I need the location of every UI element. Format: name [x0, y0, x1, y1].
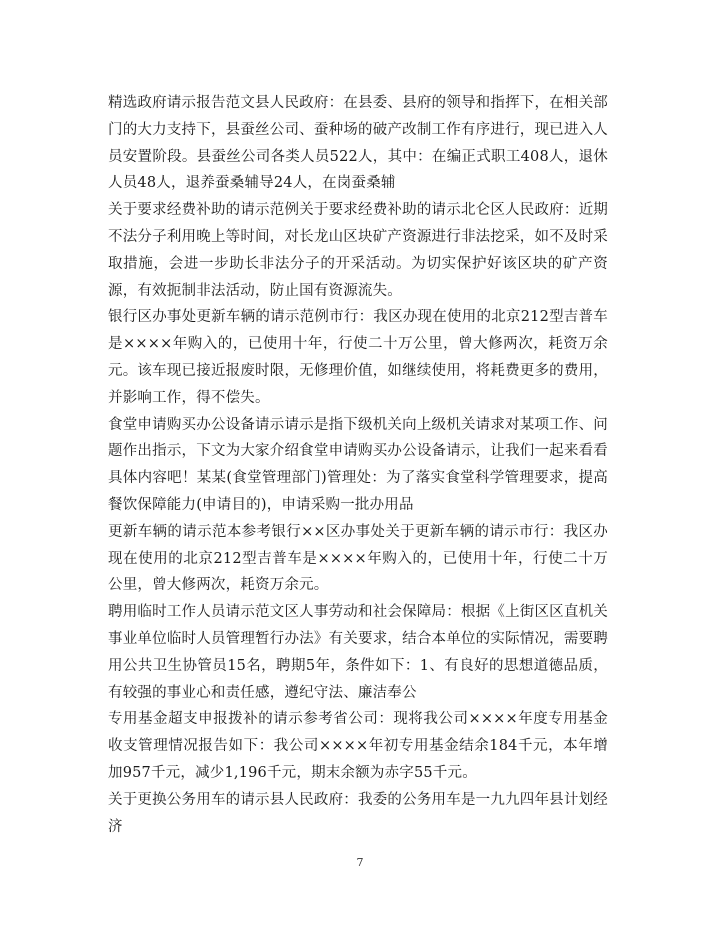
paragraph-funding-subsidy: 关于要求经费补助的请示范例关于要求经费补助的请示北仑区人民政府：近期不法分子利用晚上等时间，对长龙山区块矿产资源进行非法挖采，如不及时采取措施，会进一步助长非法分子的开采活动。为切实保护好该区块的矿产资源，有效扼制非法活动，防止国有资源流失。 — [108, 202, 608, 299]
paragraph-request-report: 精选政府请示报告范文县人民政府：在县委、县府的领导和指挥下，在相关部门的大力支持下，县蚕丝公司、蚕种场的破产改制工作有序进行，现已进入人员安置阶段。县蚕丝公司各类人员522人，其中：在编正式职工408人，退休人员48人，退养蚕桑辅导24人，在岗蚕桑辅 — [108, 95, 608, 192]
paragraph-bank-vehicle-update: 银行区办事处更新车辆的请示范例市行：我区办现在使用的北京212型吉普车是××××年购入的，已使用十年，行使二十万公里，曾大修两次，耗资万余元。该车现已接近报废时限，无修理价值，如继续使用，将耗费更多的费用，并影响工作，得不偿失。 — [108, 309, 608, 406]
paragraph-special-fund: 专用基金超支申报拨补的请示参考省公司：现将我公司××××年度专用基金收支管理情况报告如下：我公司××××年初专用基金结余184千元，本年增加957千元，减少1,196千元，期末余额为赤字55千元。 — [108, 711, 608, 781]
paragraph-vehicle-update-template: 更新车辆的请示范本参考银行××区办事处关于更新车辆的请示市行：我区办现在使用的北京212型吉普车是××××年购入的，已使用十年，行使二十万公里，曾大修两次，耗资万余元。 — [108, 523, 608, 594]
paragraph-canteen-equipment: 食堂申请购买办公设备请示请示是指下级机关向上级机关请求对某项工作、问题作出指示，下文为大家介绍食堂申请购买办公设备请示，让我们一起来看看具体内容吧！某某(食堂管理部门)管理处：为了落实食堂科学管理要求，提高餐饮保障能力(申请目的)，申请采购一批办用品 — [108, 416, 608, 513]
paragraph-official-car: 关于更换公务用车的请示县人民政府：我委的公务用车是一九九四年县计划经济 — [108, 791, 608, 835]
paragraph-temporary-staff: 聘用临时工作人员请示范文区人事劳动和社会保障局：根据《上街区区直机关事业单位临时人员管理暂行办法》有关要求，结合本单位的实际情况，需要聘用公共卫生协管员15名，聘期5年，条件如下：1、有良好的思想道德品质，有较强的事业心和责任感，遵纪守法、廉洁奉公 — [108, 604, 608, 701]
document-body — [108, 90, 608, 840]
page-number: 7 — [356, 856, 364, 869]
